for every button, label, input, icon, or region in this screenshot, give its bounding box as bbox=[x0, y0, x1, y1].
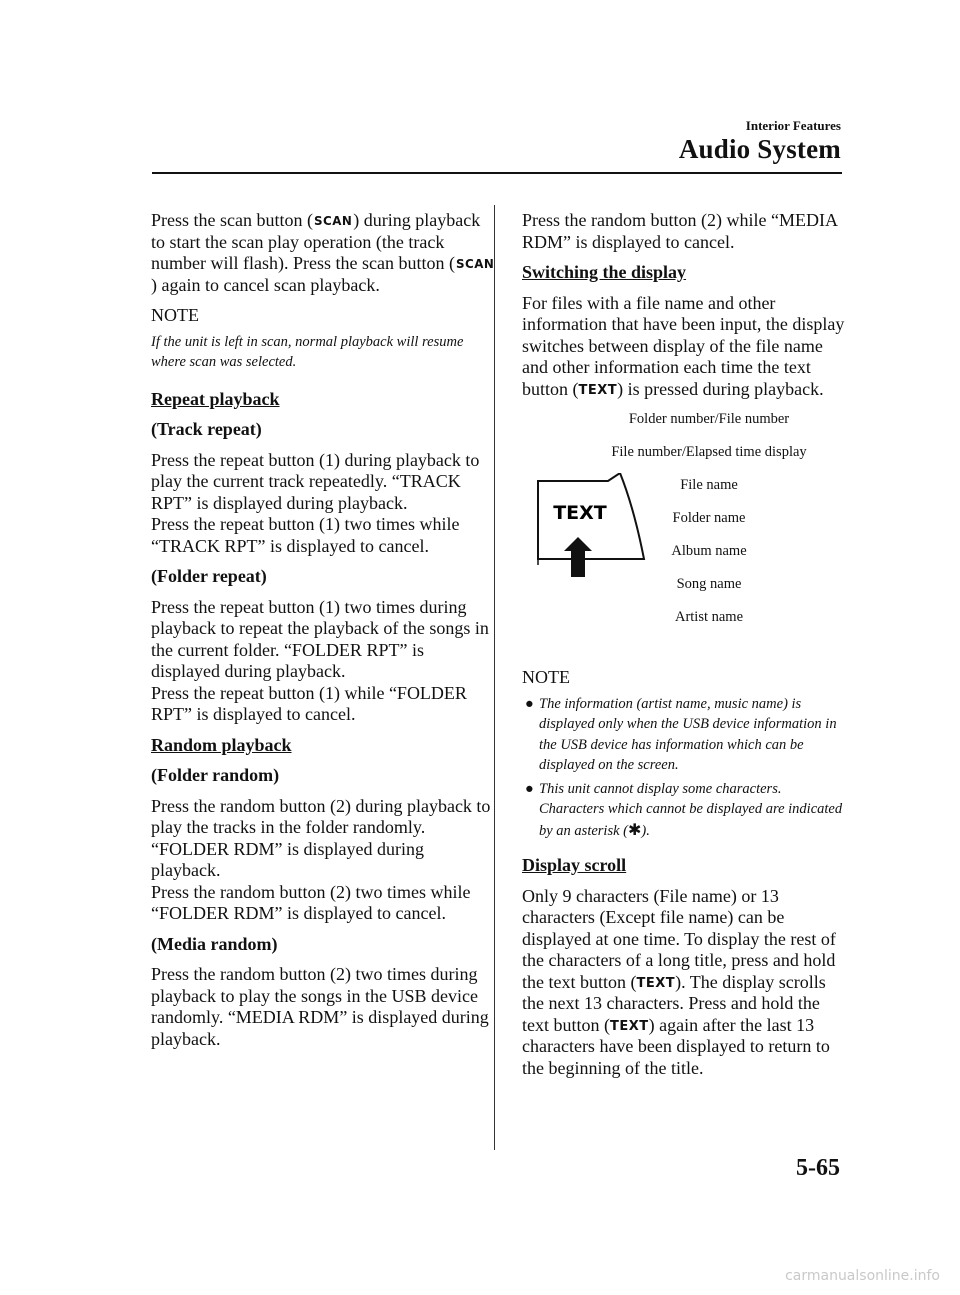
subheading-track-repeat: (Track repeat) bbox=[151, 419, 262, 439]
scan-paragraph: Press the scan button (SCAN) during playback to start the scan play operation (the track number will flash). Press the scan button (SCAN) again to cancel scan playback. bbox=[151, 210, 495, 295]
section-heading-random: Random playback bbox=[151, 734, 292, 755]
media-random-cancel-paragraph: Press the random button (2) while “MEDIA RDM” is displayed to cancel. bbox=[522, 210, 837, 252]
text-button-label: TEXT bbox=[553, 502, 607, 524]
subheading-folder-random: (Folder random) bbox=[151, 765, 280, 785]
list-item: ● The information (artist name, music name) is displayed only when the USB device information in the USB device has information which can be displayed on the screen. bbox=[525, 695, 837, 773]
section-heading-display-scroll: Display scroll bbox=[522, 855, 627, 875]
diagram-label: File number/Elapsed time display bbox=[611, 444, 807, 460]
display-scroll-paragraph: Only 9 characters (File name) or 13 characters (Except file name) can be displayed at one time. To display the rest of the characters of a long title, press and hold the text button (TEXT). The display scrolls the next 13 characters. Press and hold the text button (TEXT) again after the last 13 characters have been displayed to return to the beginning of the title. bbox=[522, 885, 836, 1078]
bullet-icon: ● bbox=[525, 695, 534, 712]
list-item: ● This unit cannot display some characters. Characters which cannot be displayed are indicated by an asterisk (✱). bbox=[525, 780, 843, 839]
section-heading-switch-display: Switching the display bbox=[522, 262, 687, 282]
text-button-icon: TEXT bbox=[578, 382, 618, 398]
watermark: carmanualsonline.info bbox=[785, 1268, 940, 1284]
note-text: If the unit is left in scan, normal playback will resume where scan was selected. bbox=[151, 333, 464, 370]
diagram-label: File name bbox=[680, 477, 738, 493]
folder-random-paragraph: Press the random button (2) during playback to play the tracks in the folder randomly. “FOLDER RDM” is displayed during playback. Press the random button (2) two times while “FOLDER RDM” is displayed to cancel. bbox=[151, 795, 491, 923]
header-section-label: Interior Features bbox=[745, 118, 841, 133]
scan-button-icon: SCAN bbox=[313, 213, 353, 228]
note-label: NOTE bbox=[151, 305, 199, 325]
subheading-folder-repeat: (Folder repeat) bbox=[151, 566, 267, 586]
diagram-label: Artist name bbox=[674, 609, 744, 625]
display-cycle-diagram bbox=[522, 409, 847, 657]
bullet-icon: ● bbox=[525, 780, 534, 797]
track-repeat-paragraph: Press the repeat button (1) during playback to play the current track repeatedly. “TRACK RPT” is displayed during playback. Press the repeat button (1) two times while “TRACK RPT” is displayed to cancel. bbox=[151, 449, 480, 556]
section-heading-repeat: Repeat playback bbox=[151, 388, 280, 409]
media-random-paragraph: Press the random button (2) two times during playback to play the songs in the USB device randomly. “MEDIA RDM” is displayed during playback. bbox=[151, 964, 489, 1049]
diagram-label: Album name bbox=[671, 543, 747, 559]
asterisk-icon: ✱ bbox=[628, 819, 642, 839]
page-number: 5-65 bbox=[796, 1155, 840, 1181]
note-label: NOTE bbox=[522, 667, 570, 687]
diagram-label: Folder name bbox=[672, 510, 746, 526]
note-list bbox=[522, 694, 847, 842]
diagram-label: Folder number/File number bbox=[628, 411, 790, 427]
left-column bbox=[151, 210, 496, 1059]
right-column bbox=[522, 210, 847, 1088]
header-rule bbox=[152, 172, 842, 174]
scan-button-icon: SCAN bbox=[455, 256, 495, 271]
folder-repeat-paragraph: Press the repeat button (1) two times during playback to repeat the playback of the songs in the current folder. “FOLDER RPT” is displayed during playback. Press the repeat button (1) while “FOLDER RPT” is displayed to cancel. bbox=[151, 596, 489, 724]
diagram-label: Song name bbox=[676, 576, 742, 592]
page-title: Audio System bbox=[678, 134, 841, 164]
subheading-media-random: (Media random) bbox=[151, 933, 278, 954]
text-button-icon: TEXT bbox=[610, 1018, 649, 1034]
switch-display-paragraph: For files with a file name and other information that have been input, the display switches between display of the file name and other information each time the text button (TEXT) is pressed during playback. bbox=[522, 292, 845, 399]
text-button-press-illustration bbox=[534, 473, 649, 583]
text-button-icon: TEXT bbox=[636, 975, 676, 991]
